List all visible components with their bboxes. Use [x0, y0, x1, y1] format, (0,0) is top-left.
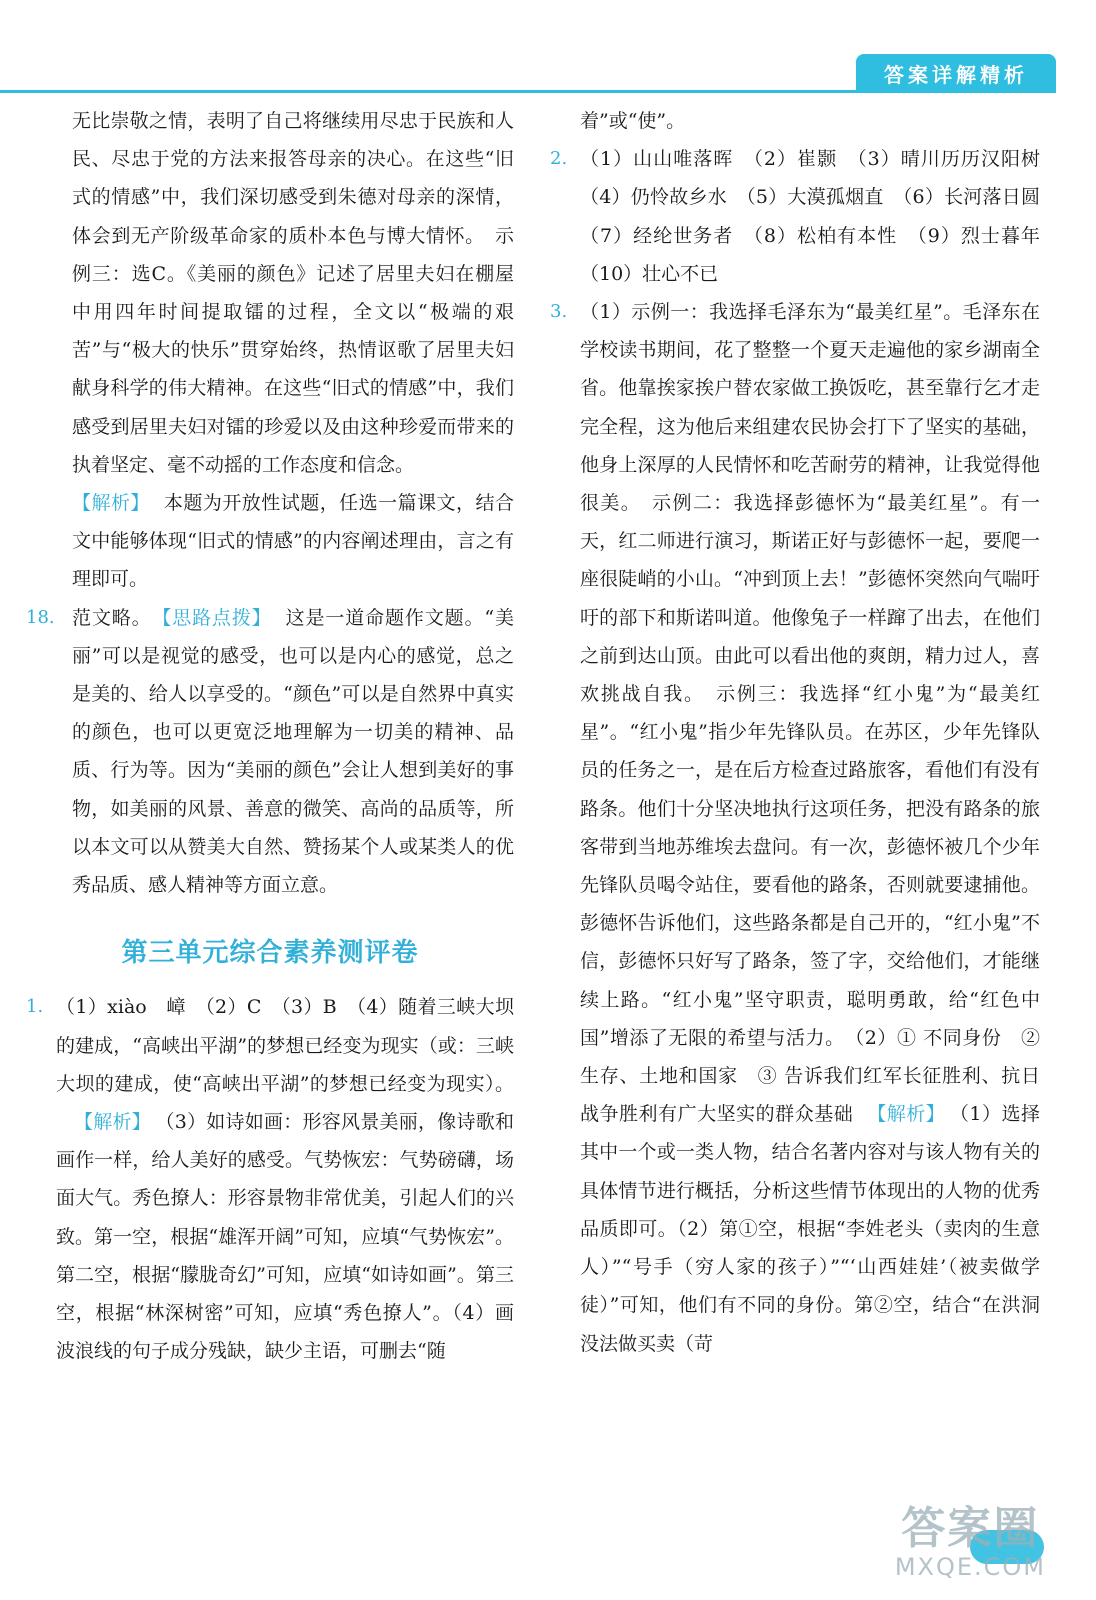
analysis-text: （1）选择其中一个或一类人物，结合名著内容对与该人物有关的具体情节进行概括，分析这些情节体现出的人物的优秀品质即可。（2）第①空，根据“李姓老头（卖肉的生意人）”“号手（穷人家的孩子）”“‘山西娃娃’（被卖做学徒）”可知，他们有不同的身份。第②空，结合“在洪洞没法做买卖（苛 — [580, 1103, 1040, 1355]
left-column — [26, 102, 514, 1371]
analysis-tag: 【解析】 — [72, 492, 150, 515]
question-3 — [550, 293, 1040, 1363]
section-title: 第三单元综合素养测评卷 — [121, 938, 419, 969]
question-2 — [550, 140, 1060, 293]
header-title: 答案详解精析 — [856, 54, 1056, 92]
question-number: 1. — [26, 996, 44, 1018]
question-18 — [26, 599, 514, 905]
analysis-text: （3）如诗如画：形容风景美丽，像诗歌和画作一样，给人美好的感受。气势恢宏：气势磅礴，场面大气。秀色撩人：形容景物非常优美，引起人们的兴致。第一空，根据“雄浑开阔”可知，应填“气势恢宏”。第二空，根据“朦胧奇幻”可知，应填“如诗如画”。第三空，根据“林深树密”可知，应填“秀色撩人”。（4）画波浪线的句子成分残缺，缺少主语，可删去“随 — [56, 1111, 514, 1363]
analysis-tag: 【解析】 — [867, 1103, 946, 1126]
question-3-text — [580, 293, 1040, 1363]
watermark — [895, 1505, 1046, 1580]
analysis-paragraph — [72, 484, 514, 599]
question-18-text — [72, 599, 514, 905]
question-number: 3. — [550, 301, 568, 323]
answer-text: （1）山山唯落晖 （2）崔颢 （3）晴川历历汉阳树 （4）仍怜故乡水 （5）大漠孤烟直 （6）长河落日圆 （7）经纶世务者 （8）松柏有本性 （9）烈士暮年 （10）壮心不已 — [580, 148, 1060, 285]
hint-text: 这是一道命题作文题。“美丽”可以是视觉的感受，也可以是内心的感觉，总之是美的、给人以享受的。“颜色”可以是自然界中真实的颜色，也可以更宽泛地理解为一切美的精神、品质、行为等。因为“美丽的颜色”会让人想到美好的事物，如美丽的风景、善意的微笑、高尚的品质等，所以本文可以从赞美大自然、赞扬某个人或某类人的优秀品质、感人精神等方面立意。 — [72, 606, 514, 897]
continuation-text — [550, 102, 1040, 140]
answer-text: 范文略。 — [72, 606, 142, 629]
analysis-text: 本题为开放性试题，任选一篇课文，结合文中能够体现“旧式的情感”的内容阐述理由，言之有理即可。 — [72, 492, 514, 591]
header-rule — [0, 90, 1056, 93]
question-1 — [26, 988, 514, 1370]
question-number: 18. — [26, 606, 55, 628]
continuation-line: 着”或“使”。 — [580, 110, 686, 132]
answer-text: 无比崇敬之情，表明了自己将继续用尽忠于民族和人民、尽忠于党的方法来报答母亲的决心。在这些“旧式的情感”中，我们深切感受到朱德对母亲的深情，体会到无产阶级革命家的质朴本色与博大情怀。 示例三：选C。《美丽的颜色》记述了居里夫妇在棚屋中用四年时间提取镭的过程，全文以“极端的艰苦”与“极大的快乐”贯穿始终，热情讴歌了居里夫妇献身科学的伟大精神。在这些“旧式的情感”中，我们感受到居里夫妇对镭的珍爱以及由这种珍爱而带来的执着坚定、毫不动摇的工作态度和信念。 — [72, 110, 514, 476]
right-column — [550, 102, 1060, 1363]
answer-text: （1）xiào 嶂 （2）C （3）B （4）随着三峡大坝的建成，“高峡出平湖”的梦想已经变为现实（或：三峡大坝的建成，使“高峡出平湖”的梦想已经变为现实）。 — [56, 996, 514, 1095]
answer-text: （1）示例一：我选择毛泽东为“最美红星”。毛泽东在学校读书期间，花了整整一个夏天走遍他的家乡湖南全省。他靠挨家挨户替农家做工换饭吃，甚至靠行乞才走完全程，这为他后来组建农民协会打下了坚实的基础，他身上深厚的人民情怀和吃苦耐劳的精神，让我觉得他很美。 示例二：我选择彭德怀为“最美红星”。有一天，红二师进行演习，斯诺正好与彭德怀一起，要爬一座很陡峭的小山。“冲到顶上去！”彭德怀突然向气喘吁吁的部下和斯诺叫道。他像兔子一样蹿了出去，在他们之前到达山顶。由此可以看出他的爽朗，精力过人，喜欢挑战自我。 示例三：我选择“红小鬼”为“最美红星”。“红小鬼”指少年先锋队员。在苏区，少年先锋队员的任务之一，是在后方检查过路旅客，看他们有没有路条。他们十分坚决地执行这项任务，把没有路条的旅客带到当地苏维埃去盘问。有一次，彭德怀被几个少年先锋队员喝令站住，要看他的路条，否则就要逮捕他。彭德怀告诉他们，这些路条都是自己开的，“红小鬼”不信，彭德怀只好写了路条，签了字，交给他们，才能继续上路。“红小鬼”坚守职责，聪明勇敢，给“红色中国”增添了无限的希望与活力。 （2）① 不同身份 ② 生存、土地和国家 ③ 告诉我们红军长征胜利、抗日战争胜利有广大坚实的群众基础 — [580, 301, 1040, 1126]
question-number: 2. — [550, 148, 568, 170]
watermark-logo-text: 答案圈 — [901, 1503, 1040, 1555]
analysis-tag: 【解析】 — [74, 1111, 151, 1134]
watermark-url: MXQE.COM — [894, 1552, 1046, 1581]
continuation-answer — [26, 102, 514, 599]
hint-tag: 【思路点拨】 — [161, 606, 272, 629]
question-1-text — [56, 988, 514, 1370]
